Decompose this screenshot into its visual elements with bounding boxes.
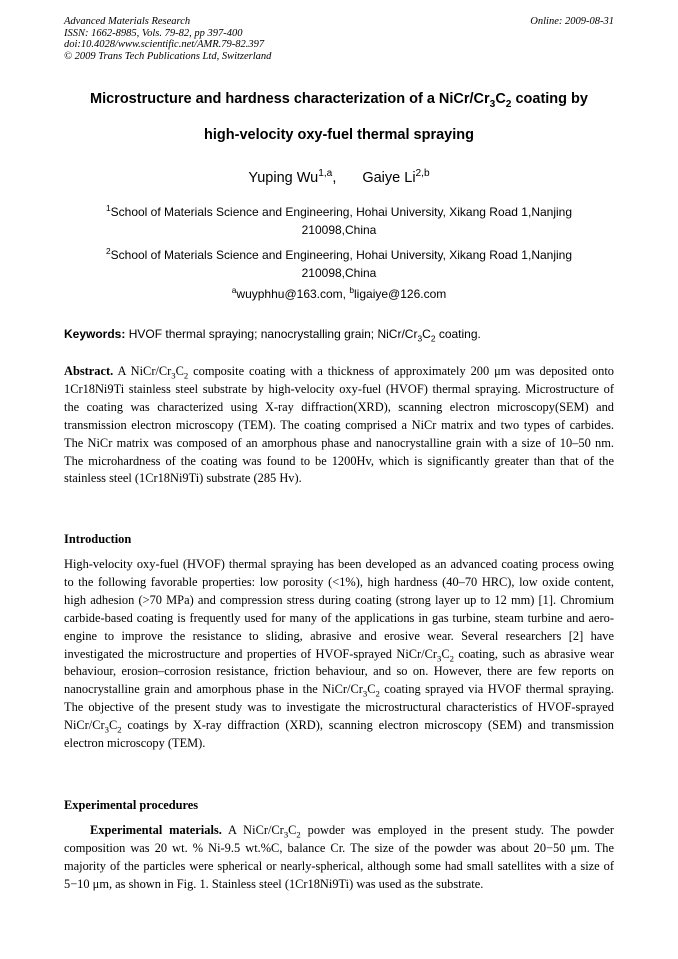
author-sup: 1,a: [318, 168, 333, 180]
keywords: [64, 327, 614, 344]
paper-title-line-2: high-velocity oxy-fuel thermal spraying: [204, 127, 474, 143]
intro-text: C: [108, 718, 118, 733]
abstract-paragraph: [64, 363, 614, 488]
intro-sub: 3: [437, 653, 442, 663]
intro-text: C: [367, 682, 376, 697]
copyright-line: © 2009 Trans Tech Publications Ltd, Switzerland: [64, 50, 272, 62]
intro-text: coating, such as abrasive wear behaviour, erosion–corrosion resistance, friction behaviour, and so on. However, there are few reports on nanocrystalline grain and amorphous phase in the NiCr/Cr: [64, 646, 614, 697]
abstract-text: C: [175, 364, 184, 378]
affiliation-sup: 2: [105, 246, 111, 256]
exp-text: C: [288, 823, 297, 837]
email-link[interactable]: ligaiye@126.com: [354, 287, 447, 301]
intro-text: High-velocity oxy-fuel (HVOF) thermal spraying has been developed as an advanced coating process owing to the following favorable properties: low porosity (<1%), high hardness (40–70 HRC), low oxide content, high adhesion (>70 MPa) and compression stress during coating (strong layer up to 12 mm) [1]. Chromium carbide-based coating is frequently used for many of the applications in gas turbine, steam turbine and aero-engine to improve the resistance to sliding, abrasive and erosive wear. Several researchers [2] have investigated the microstructure and properties of HVOF-sprayed NiCr/Cr: [64, 557, 614, 661]
title-sub: 2: [505, 98, 512, 110]
keywords-text: HVOF thermal spraying; nanocrystalling grain; NiCr/Cr: [125, 327, 418, 341]
intro-sub: 3: [104, 724, 109, 735]
affiliation-sup: 1: [105, 203, 111, 213]
intro-sub: 3: [362, 688, 368, 699]
exp-text: A NiCr/Cr: [221, 823, 284, 837]
abstract-label: Abstract.: [64, 364, 114, 378]
title-sub: 3: [489, 98, 496, 110]
email-sup: b: [349, 285, 355, 295]
introduction-paragraph: [64, 556, 614, 753]
exp-sub: 3: [283, 829, 289, 840]
paper-title-line-1: [40, 91, 638, 110]
intro-text: coating sprayed via HVOF thermal spraying. The objective of the present study was to investigate the microstructural characteristics of HVOF-sprayed NiCr/Cr: [64, 682, 614, 733]
affiliation-text: School of Materials Science and Engineering, Hohai University, Xikang Road 1,Nanjing 210098,China: [110, 248, 573, 280]
title-text: coating by: [511, 91, 588, 107]
experimental-paragraph: [64, 822, 614, 894]
online-date: Online: 2009-08-31: [530, 16, 614, 27]
abstract-sub: 3: [171, 370, 176, 381]
keywords-text: C: [422, 327, 431, 341]
issn-line: ISSN: 1662-8985, Vols. 79-82, pp 397-400: [64, 27, 243, 39]
affiliation-2: [70, 246, 608, 282]
keywords-sub: 2: [430, 333, 436, 344]
author-name: Gaiye Li: [362, 170, 416, 186]
exp-text: powder was employed in the present study. The powder composition was 20 wt. % Ni-9.5 wt.%C, balance Cr. The size of the powder was about 20−50 μm. The majority of the particles were spherical or nearly-spherical, although some had small satellites with a size of 5−10 μm, as shown in Fig. 1. Stainless steel (1Cr18Ni9Ti) was used as the substrate.: [64, 823, 614, 891]
keywords-text: coating.: [435, 327, 481, 341]
doi-line: doi:10.4028/www.scientific.net/AMR.79-82.397: [64, 39, 265, 50]
introduction-heading: Introduction: [64, 532, 132, 546]
journal-header: [64, 16, 271, 62]
author-sep: ,: [332, 170, 337, 186]
experimental-label: Experimental materials.: [90, 823, 222, 837]
intro-sub: 2: [375, 688, 380, 699]
abstract-text: composite coating with a thickness of approximately 200 μm was deposited onto 1Cr18Ni9Ti stainless steel substrate by high-velocity oxy-fuel (HVOF) thermal spraying. Microstructure of the coating was characterized using X-ray diffraction(XRD), scanning electron microscopy(SEM) and transmission electron microscopy (TEM). The coating comprised a NiCr matrix and two types of carbides. The NiCr matrix was composed of an amorphous phase and nanocrystalline grain with a size of 10–50 nm. The microhardness of the coating was found to be 1200Hv, which is significantly greater than that of the stainless steel (1Cr18Ni9Ti) substrate (285 Hv).: [64, 364, 614, 486]
author-sup: 2,b: [415, 168, 430, 180]
intro-sub: 2: [117, 724, 122, 735]
author-line: [0, 170, 678, 186]
keywords-label: Keywords:: [64, 327, 126, 341]
title-text: Microstructure and hardness characterization of a NiCr/Cr: [90, 91, 490, 107]
affiliation-text: School of Materials Science and Engineering, Hohai University, Xikang Road 1,Nanjing 210098,China: [110, 205, 573, 237]
intro-text: C: [441, 646, 450, 661]
exp-sub: 2: [296, 829, 301, 840]
keywords-sub: 3: [417, 333, 423, 344]
abstract-sub: 2: [183, 370, 189, 381]
author-emails: [0, 287, 678, 301]
email-link[interactable]: wuyphhu@163.com,: [236, 287, 350, 301]
experimental-heading: Experimental procedures: [64, 798, 199, 812]
journal-name: Advanced Materials Research: [64, 16, 191, 27]
affiliation-1: [70, 203, 608, 239]
intro-text: coatings by X-ray diffraction (XRD), scanning electron microscopy (SEM) and transmission electron microscopy (TEM).: [64, 718, 614, 751]
title-text: C: [495, 91, 506, 107]
abstract-text: A NiCr/Cr: [113, 364, 172, 378]
email-sup: a: [231, 285, 237, 295]
author-name: Yuping Wu: [248, 170, 319, 186]
intro-sub: 2: [449, 653, 454, 663]
